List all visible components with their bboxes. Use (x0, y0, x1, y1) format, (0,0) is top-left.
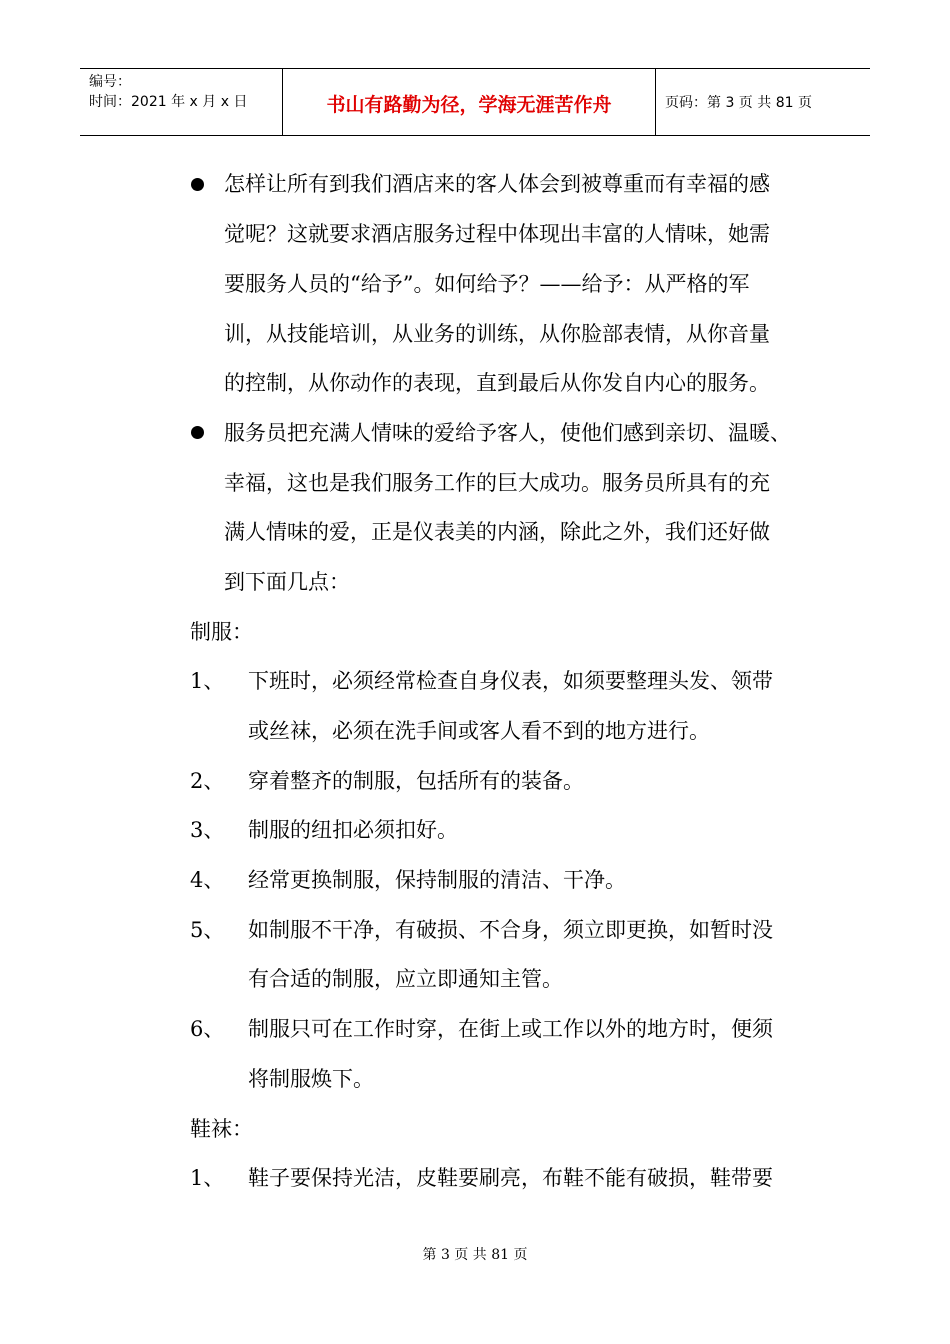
paragraph-line: 到下面几点： (224, 570, 350, 594)
paragraph-line: 服务员把充满人情味的爱给予客人，使他们感到亲切、温暖、 (224, 421, 791, 445)
paragraph-line: 的控制，从你动作的表现，直到最后从你发自内心的服务。 (224, 371, 770, 395)
list-item-number: 2、 (190, 769, 225, 793)
bullet-dot-icon (191, 426, 204, 439)
list-item-text: 如制服不干净，有破损、不合身，须立即更换，如暂时没 (248, 918, 773, 942)
list-item-text: 制服的纽扣必须扣好。 (248, 818, 458, 842)
page-header (80, 68, 870, 136)
list-item-number: 1、 (190, 669, 225, 693)
page-footer: 第 3 页 共 81 页 (422, 1247, 528, 1263)
list-item-number: 3、 (190, 818, 225, 842)
list-item-text: 经常更换制服，保持制服的清洁、干净。 (248, 868, 626, 892)
list-item-number: 1、 (190, 1166, 225, 1190)
paragraph-line: 幸福，这也是我们服务工作的巨大成功。服务员所具有的充 (224, 471, 770, 495)
section-heading-shoes: 鞋袜： (190, 1117, 253, 1141)
document-time: 时间：2021 年 x 月 x 日 (89, 94, 248, 110)
header-info (80, 69, 282, 135)
list-item-text: 穿着整齐的制服，包括所有的装备。 (248, 769, 584, 793)
list-item-number: 4、 (190, 868, 225, 892)
paragraph-line: 训，从技能培训，从业务的训练，从你脸部表情，从你音量 (224, 322, 770, 346)
list-item-number: 6、 (190, 1017, 225, 1041)
document-number-label: 编号： (89, 74, 131, 90)
paragraph-line: 要服务人员的“给予”。如何给予？——给予：从严格的军 (224, 272, 750, 296)
list-item-text: 有合适的制服，应立即通知主管。 (248, 967, 563, 991)
list-item-text: 下班时，必须经常检查自身仪表，如须要整理头发、领带 (248, 669, 773, 693)
paragraph-line: 怎样让所有到我们酒店来的客人体会到被尊重而有幸福的感 (224, 172, 770, 196)
list-item-text: 制服只可在工作时穿，在街上或工作以外的地方时，便须 (248, 1017, 773, 1041)
paragraph-line: 觉呢？这就要求酒店服务过程中体现出丰富的人情味，她需 (224, 222, 770, 246)
section-heading-uniform: 制服： (190, 620, 253, 644)
header-page-code: 页码：第 3 页 共 81 页 (665, 95, 812, 111)
bullet-dot-icon (191, 178, 204, 191)
header-motto: 书山有路勤为径，学海无涯苦作舟 (282, 69, 656, 135)
list-item-text: 鞋子要保持光洁，皮鞋要刷亮，布鞋不能有破损，鞋带要 (248, 1166, 773, 1190)
list-item-text: 或丝袜，必须在洗手间或客人看不到的地方进行。 (248, 719, 710, 743)
list-item-text: 将制服焕下。 (248, 1067, 374, 1091)
list-item-number: 5、 (190, 918, 225, 942)
paragraph-line: 满人情味的爱，正是仪表美的内涵，除此之外，我们还好做 (224, 520, 770, 544)
